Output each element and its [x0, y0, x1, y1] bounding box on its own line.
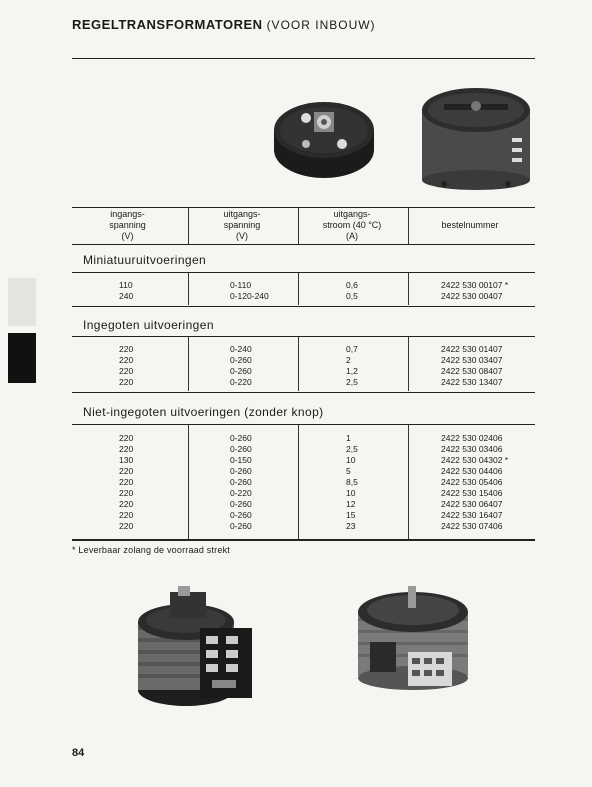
table-bottom-rule: [72, 539, 535, 541]
table-top-rule: [72, 207, 535, 208]
photo-miniature-transformer: [270, 92, 382, 184]
table-row: 220 0-240 0,7 2422 530 01407: [119, 344, 503, 354]
table-row: 220 0-260 12 2422 530 06407: [119, 499, 503, 509]
photo-open-transformer-right: [350, 582, 476, 700]
table-row: 220 0-260 15 2422 530 16407: [119, 510, 503, 520]
side-tab-ghost: [8, 278, 36, 326]
footnote: * Leverbaar zolang de voorraad strekt: [72, 545, 230, 555]
table-row: 220 0-260 1,2 2422 530 08407: [119, 366, 503, 376]
table-row: 220 0-220 10 2422 530 15406: [119, 488, 503, 498]
title-rule: [72, 58, 535, 59]
section-title-non-cast: Niet-ingegoten uitvoeringen (zonder knop): [83, 405, 324, 419]
table-row: 220 0-260 2 2422 530 03407: [119, 355, 503, 365]
page-title: [72, 17, 376, 32]
photo-cast-transformer: [414, 80, 538, 192]
header-bottom-rule: [72, 244, 535, 245]
header-output-current: uitgangs- stroom (40 °C) (A): [322, 209, 382, 241]
table-row: 110 0-110 0,6 2422 530 00107 *: [119, 280, 509, 290]
table-row: 240 0-120-240 0,5 2422 530 00407: [119, 291, 503, 301]
table-row: 220 0-260 1 2422 530 02406: [119, 433, 503, 443]
table-row: 220 0-260 8,5 2422 530 05406: [119, 477, 503, 487]
table-row: 130 0-150 10 2422 530 04302 *: [119, 455, 509, 465]
header-order-number: bestelnummer: [441, 220, 499, 230]
section-title-miniature: Miniatuuruitvoeringen: [83, 253, 207, 267]
photo-open-transformer-left: [130, 582, 262, 712]
table-row: 220 0-220 2,5 2422 530 13407: [119, 377, 503, 387]
title-main: REGELTRANSFORMATOREN: [72, 17, 263, 32]
header-input-voltage: ingangs- spanning (V): [109, 209, 146, 241]
section-title-cast: Ingegoten uitvoeringen: [83, 318, 214, 332]
side-index-tab: [8, 333, 36, 383]
page-number: 84: [72, 747, 85, 759]
table-row: 220 0-260 2,5 2422 530 03406: [119, 444, 503, 454]
table-row: 220 0-260 5 2422 530 04406: [119, 466, 503, 476]
header-output-voltage: uitgangs- spanning (V): [223, 209, 261, 241]
title-sub: (VOOR INBOUW): [266, 18, 376, 32]
table-row: 220 0-260 23 2422 530 07406: [119, 521, 503, 531]
